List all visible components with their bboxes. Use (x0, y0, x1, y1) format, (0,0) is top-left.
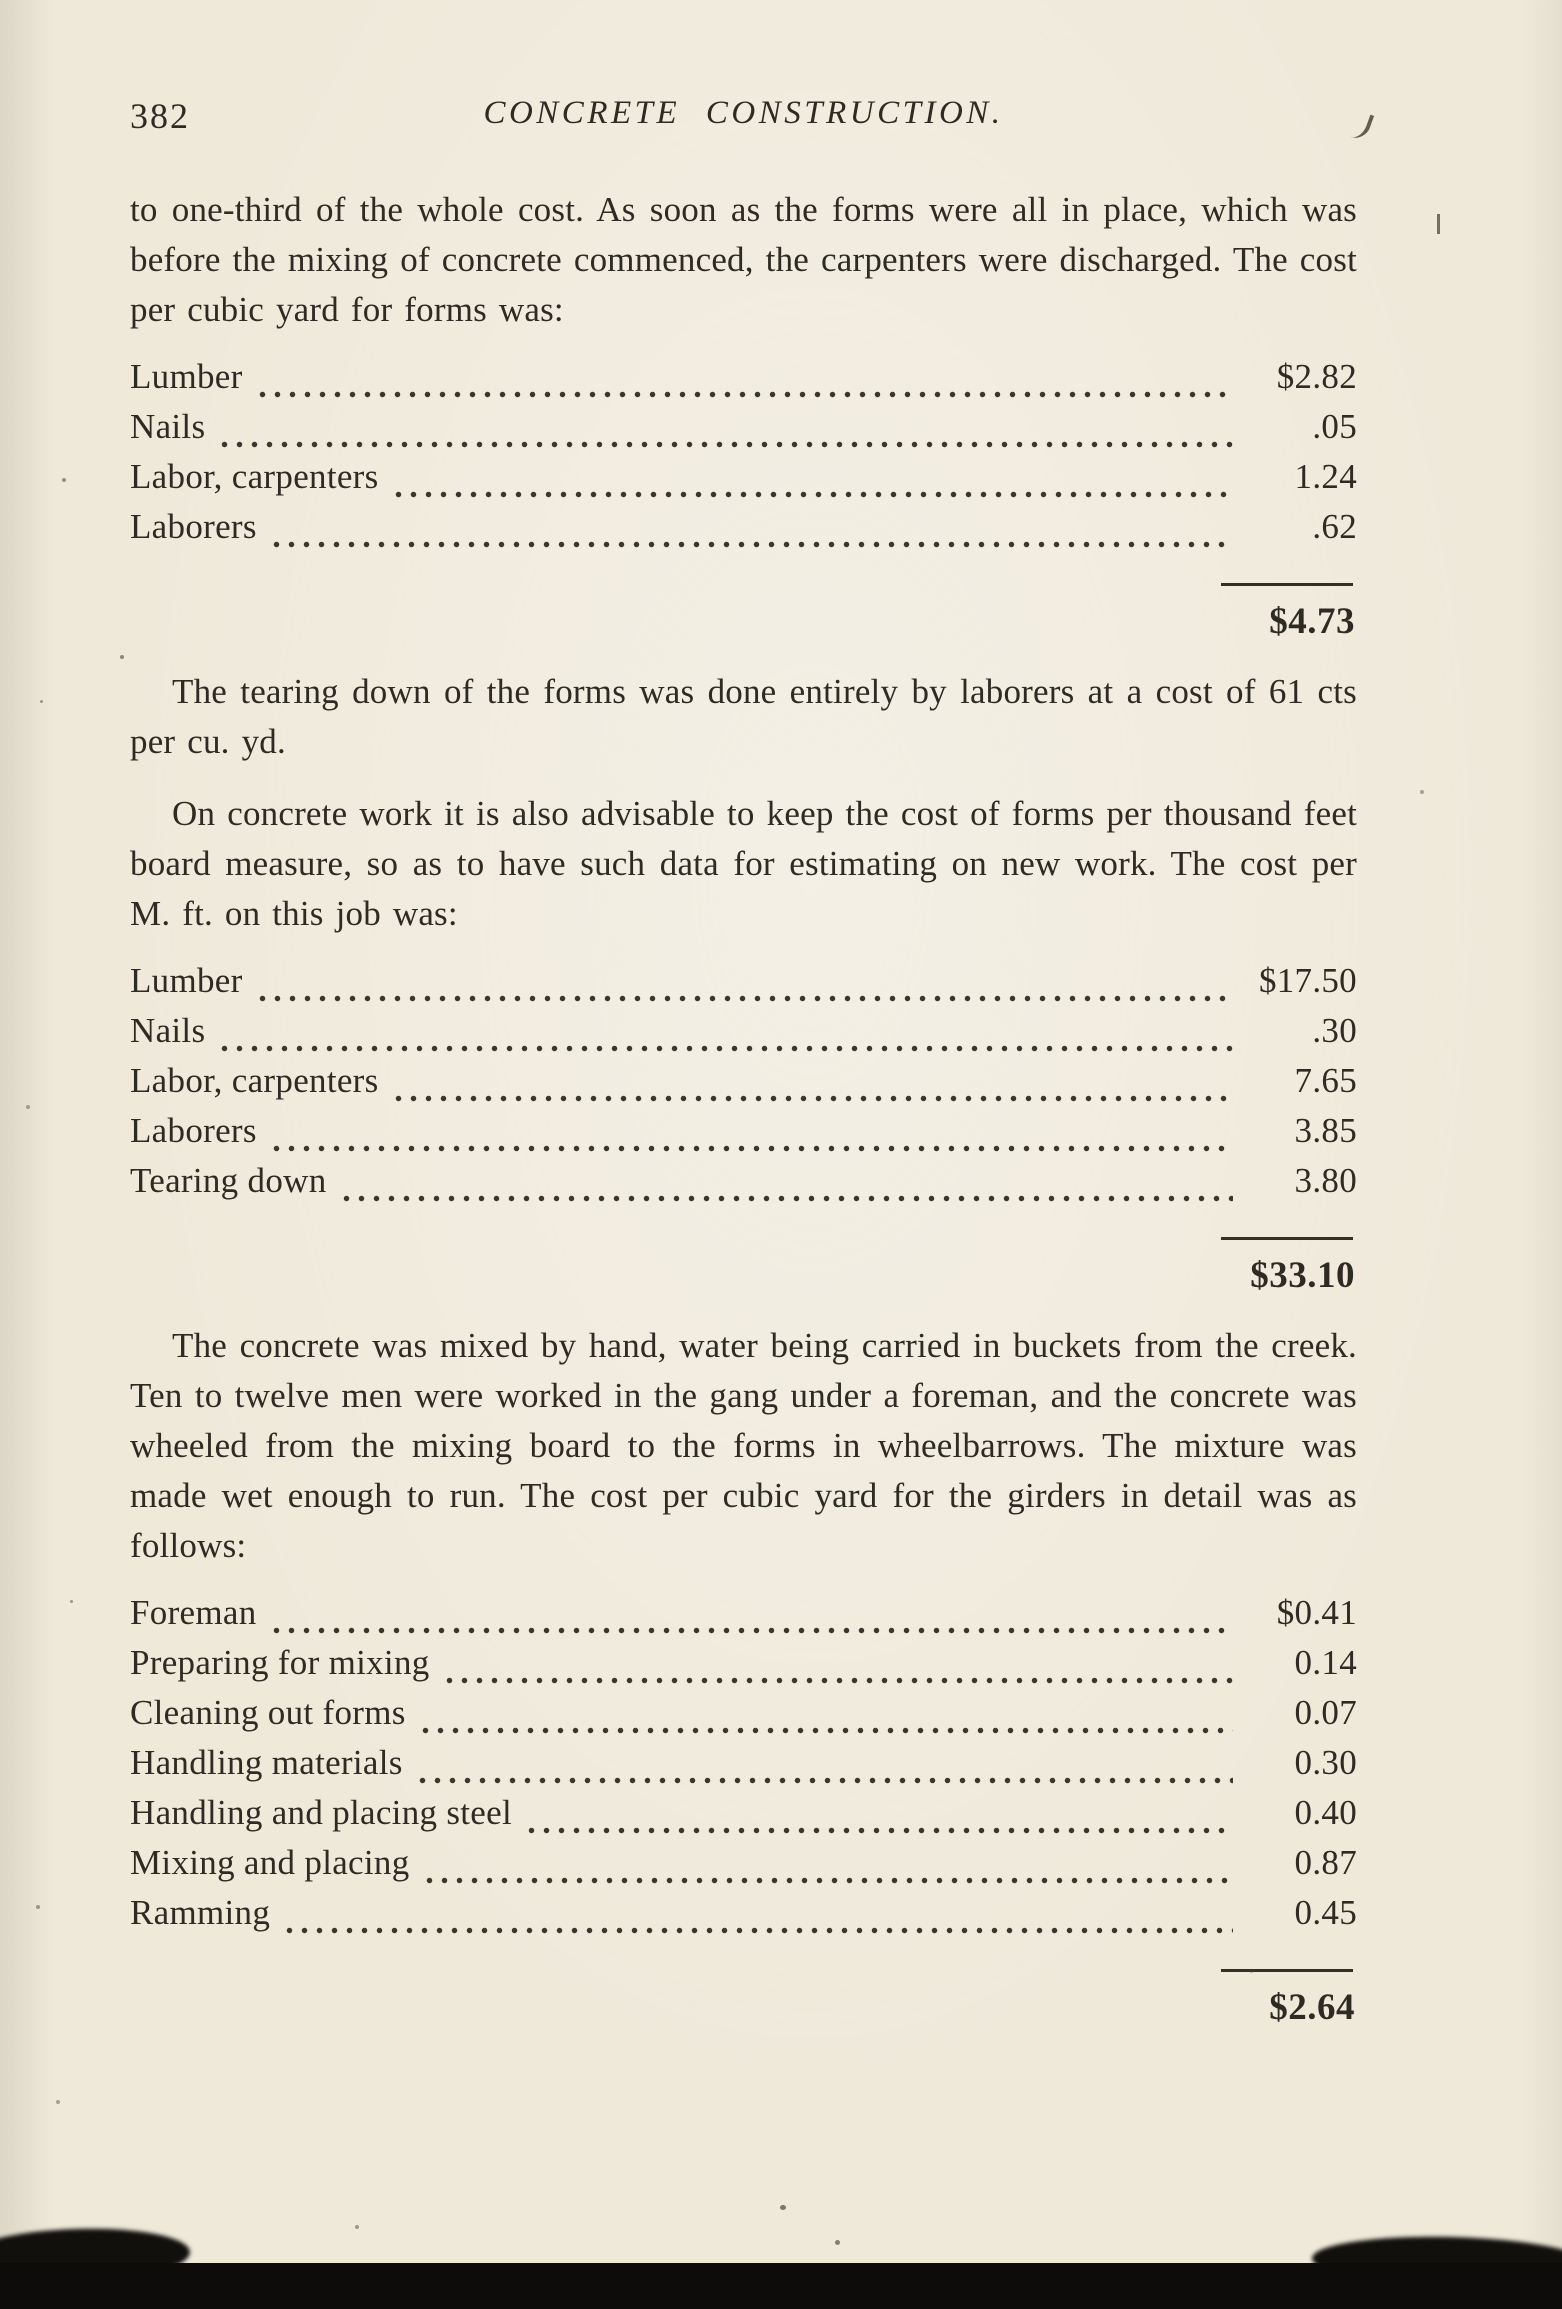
dot-leader (269, 1627, 1233, 1634)
cost-row (130, 1843, 1357, 1893)
cost-row (130, 1793, 1357, 1843)
dot-leader (269, 541, 1233, 548)
cost-item: Ramming (130, 1893, 271, 1932)
cost-row (130, 1011, 1357, 1061)
dot-leader (255, 391, 1233, 398)
dot-leader (524, 1827, 1233, 1834)
scan-speck (835, 2240, 840, 2245)
dot-leader (415, 1777, 1233, 1784)
cost-item: Preparing for mixing (130, 1643, 430, 1682)
cost-row (130, 1743, 1357, 1793)
cost-table-forms-per-cubic-yard (130, 357, 1357, 643)
cost-value: 1.24 (1294, 457, 1357, 496)
cost-item: Laborers (130, 1111, 257, 1150)
cost-item: Cleaning out forms (130, 1693, 406, 1732)
dot-leader (255, 995, 1233, 1002)
cost-item: Labor, carpenters (130, 1061, 379, 1100)
dot-leader (391, 491, 1233, 498)
cost-row (130, 1161, 1357, 1211)
cost-row (130, 357, 1357, 407)
dot-leader (217, 441, 1233, 448)
cost-item: Handling and placing steel (130, 1793, 512, 1832)
cost-value: 0.07 (1294, 1693, 1357, 1732)
scan-speck (56, 2100, 60, 2104)
cost-value: $0.41 (1276, 1593, 1357, 1632)
cost-value: 0.87 (1294, 1843, 1357, 1882)
dot-leader (442, 1677, 1233, 1684)
cost-row (130, 961, 1357, 1011)
cost-value: 0.40 (1294, 1793, 1357, 1832)
cost-row (130, 1111, 1357, 1161)
paragraph-tearing-down: The tearing down of the forms was done entirely by laborers at a cost of 61 cts per cu. yd. (130, 672, 1357, 761)
page-header (130, 95, 1357, 145)
cost-row (130, 1061, 1357, 1111)
dot-leader (269, 1145, 1233, 1152)
paragraph-mixing: The concrete was mixed by hand, water being carried in buckets from the creek. Ten to twelve men were worked in the gang under a foreman, and the concrete was wheeled from the mixing board to the forms in wheelbarrows. The mixture was made wet enough to run. The cost per cubic yard for the girders in detail was as follows: (130, 1326, 1357, 1565)
cost-value: 0.45 (1294, 1893, 1357, 1932)
cost-row (130, 1893, 1357, 1943)
cost-item: Lumber (130, 961, 243, 1000)
scan-speck (70, 1600, 73, 1603)
cost-item: Labor, carpenters (130, 457, 379, 496)
dot-leader (422, 1877, 1233, 1884)
cost-row (130, 457, 1357, 507)
scan-speck (1420, 790, 1424, 794)
scan-speck (26, 1105, 30, 1109)
cost-item: Nails (130, 407, 206, 446)
cost-item: Tearing down (130, 1161, 327, 1200)
cost-row (130, 1643, 1357, 1693)
dot-leader (391, 1095, 1233, 1102)
cost-row (130, 507, 1357, 557)
scan-speck (780, 2205, 786, 2210)
scan-edge-band (0, 2263, 1562, 2309)
total-amount: $2.64 (1269, 1987, 1355, 2028)
cost-value: 0.14 (1294, 1643, 1357, 1682)
cost-value: 3.85 (1294, 1111, 1357, 1150)
dot-leader (217, 1045, 1233, 1052)
cost-item: Nails (130, 1011, 206, 1050)
page-number: 382 (130, 96, 190, 136)
dot-leader (339, 1195, 1233, 1202)
total-amount: $33.10 (1250, 1255, 1355, 1296)
running-title: CONCRETE CONSTRUCTION. (483, 95, 1004, 131)
scan-speck (62, 478, 66, 482)
total-rule (1221, 583, 1353, 586)
total-rule (1221, 1969, 1353, 1972)
paragraph-cost-per-m-ft: On concrete work it is also advisable to keep the cost of forms per thousand feet board measure, so as to have such data for estimating on new work. The cost per M. ft. on this job was: (130, 794, 1357, 933)
cost-value: $2.82 (1276, 357, 1357, 396)
scan-speck (120, 655, 124, 659)
cost-value: 3.80 (1294, 1161, 1357, 1200)
dot-leader (418, 1727, 1233, 1734)
cost-row (130, 1693, 1357, 1743)
cost-value: .05 (1312, 407, 1357, 446)
cost-item: Foreman (130, 1593, 257, 1632)
cost-table-girders-detail (130, 1593, 1357, 2029)
cost-table-forms-per-m-ft (130, 961, 1357, 1297)
scan-speck (36, 1905, 40, 1909)
scan-tick-mark (1437, 214, 1440, 234)
cost-value: 0.30 (1294, 1743, 1357, 1782)
cost-value: 7.65 (1294, 1061, 1357, 1100)
total-amount: $4.73 (1269, 601, 1355, 642)
scan-speck (1250, 1970, 1253, 1973)
cost-value: $17.50 (1258, 961, 1357, 1000)
cost-row (130, 1593, 1357, 1643)
cost-value: .30 (1312, 1011, 1357, 1050)
scan-speck (40, 700, 43, 703)
total-rule (1221, 1237, 1353, 1240)
paragraph-forms-cost: to one-third of the whole cost. As soon as the forms were all in place, which was before the mixing of concrete commenced, the carpenters were discharged. The cost per cubic yard for forms was: (130, 190, 1357, 329)
cost-item: Mixing and placing (130, 1843, 410, 1882)
cost-row (130, 407, 1357, 457)
cost-value: .62 (1312, 507, 1357, 546)
cost-item: Handling materials (130, 1743, 403, 1782)
cost-item: Lumber (130, 357, 243, 396)
scan-speck (355, 2225, 359, 2229)
cost-item: Laborers (130, 507, 257, 546)
dot-leader (282, 1927, 1233, 1934)
